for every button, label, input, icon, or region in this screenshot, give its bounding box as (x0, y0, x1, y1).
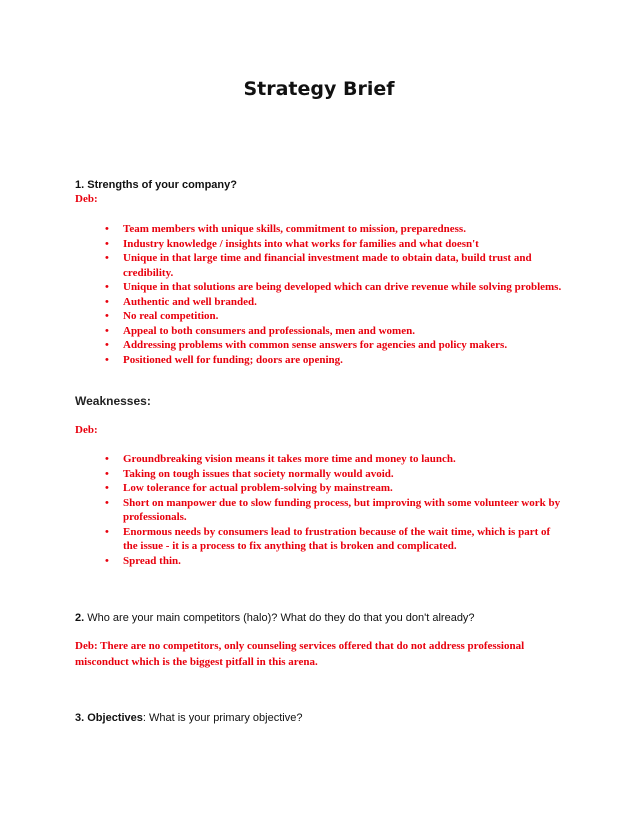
list-item (105, 237, 565, 252)
question-2-number: 2. (75, 612, 85, 624)
question-2 (75, 612, 475, 624)
bullet-icon: • (105, 554, 109, 567)
bullet-icon: • (105, 482, 109, 494)
strengths-list (105, 222, 565, 367)
bullet-icon: • (105, 281, 109, 293)
bullet-icon: • (105, 295, 109, 308)
list-item (105, 338, 565, 353)
list-item (105, 251, 565, 280)
question-3-label: Objectives (87, 712, 143, 724)
list-item (105, 481, 565, 496)
question-3-number: 3. (75, 712, 85, 724)
bullet-icon: • (105, 467, 109, 480)
list-item-text: Enormous needs by consumers lead to frustration because of the wait time, which is part of the issue - it is a process to fix anything that is broken and complicated. (123, 525, 551, 552)
bullet-icon: • (105, 252, 109, 264)
list-item-text: Positioned well for funding; doors are opening. (123, 353, 343, 366)
list-item (105, 295, 565, 310)
q2-answer: Deb: There are no competitors, only counseling services offered that do not address professional misconduct which is the biggest pitfall in this arena. (75, 640, 525, 668)
list-item-text: Appeal to both consumers and professionals, men and women. (123, 324, 415, 337)
question-1-number: 1. (75, 179, 85, 191)
bullet-icon: • (105, 339, 109, 351)
list-item-text: Authentic and well branded. (123, 295, 257, 308)
question-1-text: Strengths of your company? (87, 179, 237, 191)
list-item (105, 309, 565, 324)
list-item-text: Low tolerance for actual problem-solving by mainstream. (123, 482, 393, 494)
list-item (105, 467, 565, 482)
list-item-text: Taking on tough issues that society normally would avoid. (123, 467, 394, 480)
list-item (105, 324, 565, 339)
list-item (105, 280, 565, 295)
bullet-icon: • (105, 237, 109, 250)
bullet-icon: • (105, 453, 109, 465)
list-item-text: Short on manpower due to slow funding process, but improving with some volunteer work by professionals. (123, 496, 561, 523)
list-item (105, 452, 565, 467)
list-item (105, 496, 565, 525)
list-item (105, 525, 565, 554)
question-1 (75, 179, 237, 191)
bullet-icon: • (105, 353, 109, 366)
bullet-icon: • (105, 223, 109, 235)
question-3-text: : What is your primary objective? (142, 712, 303, 724)
bullet-icon: • (105, 310, 109, 322)
weaknesses-respondent: Deb: (75, 424, 98, 436)
bullet-icon: • (105, 496, 109, 509)
list-item-text: Addressing problems with common sense answers for agencies and policy makers. (123, 339, 508, 351)
list-item (105, 353, 565, 368)
list-item-text: Spread thin. (123, 554, 181, 567)
list-item (105, 554, 565, 569)
question-3 (75, 712, 302, 724)
list-item (105, 222, 565, 237)
weaknesses-list (105, 452, 565, 568)
list-item-text: Groundbreaking vision means it takes more time and money to launch. (123, 453, 456, 465)
page-title: Strategy Brief (243, 78, 395, 100)
q1-respondent: Deb: (75, 193, 98, 205)
list-item-text: Industry knowledge / insights into what works for families and what doesn't (123, 237, 479, 250)
list-item-text: No real competition. (123, 310, 219, 322)
weaknesses-heading: Weaknesses: (75, 394, 151, 408)
bullet-icon: • (105, 525, 109, 538)
list-item-text: Team members with unique skills, commitment to mission, preparedness. (123, 223, 466, 235)
list-item-text: Unique in that solutions are being developed which can drive revenue while solving problems. (123, 281, 562, 293)
bullet-icon: • (105, 324, 109, 337)
question-2-text: Who are your main competitors (halo)? What do they do that you don't already? (87, 612, 475, 624)
list-item-text: Unique in that large time and financial investment made to obtain data, build trust and credibility. (123, 252, 532, 279)
